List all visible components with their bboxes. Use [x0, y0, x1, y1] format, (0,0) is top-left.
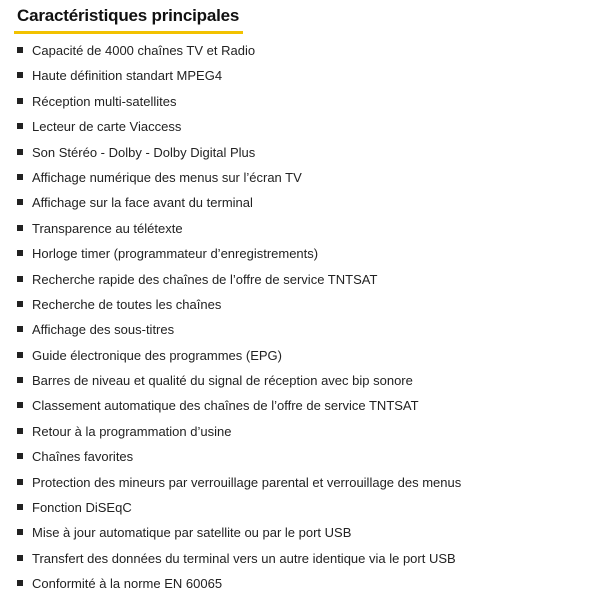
square-bullet-icon	[17, 250, 23, 256]
square-bullet-icon	[17, 377, 23, 383]
list-item	[0, 470, 600, 495]
square-bullet-icon	[17, 352, 23, 358]
feature-label: Affichage des sous-titres	[32, 322, 175, 338]
list-item	[0, 89, 600, 114]
square-bullet-icon	[17, 402, 23, 408]
feature-label: Barres de niveau et qualité du signal de réception avec bip sonore	[32, 373, 413, 389]
list-item	[0, 317, 600, 342]
list-item	[0, 393, 600, 418]
square-bullet-icon	[17, 47, 23, 53]
square-bullet-icon	[17, 225, 23, 231]
feature-label: Guide électronique des programmes (EPG)	[32, 347, 283, 363]
feature-label: Chaînes favorites	[32, 449, 134, 465]
square-bullet-icon	[17, 479, 23, 485]
feature-label: Recherche de toutes les chaînes	[32, 296, 222, 312]
square-bullet-icon	[17, 174, 23, 180]
square-bullet-icon	[17, 72, 23, 78]
feature-label: Capacité de 4000 chaînes TV et Radio	[32, 43, 256, 58]
list-item	[0, 292, 600, 317]
feature-label: Réception multi-satellites	[32, 93, 177, 109]
list-item	[0, 368, 600, 393]
list-item	[0, 520, 600, 545]
feature-label: Affichage numérique des menus sur l’écran TV	[32, 169, 302, 185]
feature-label: Conformité à la norme EN 60065	[32, 576, 223, 592]
list-item	[0, 114, 600, 139]
list-item	[0, 190, 600, 215]
feature-label: Classement automatique des chaînes de l’offre de service TNTSAT	[32, 398, 419, 414]
square-bullet-icon	[17, 199, 23, 205]
feature-label: Retour à la programmation d’usine	[32, 423, 232, 439]
square-bullet-icon	[17, 301, 23, 307]
square-bullet-icon	[17, 580, 23, 586]
list-item	[0, 495, 600, 520]
square-bullet-icon	[17, 529, 23, 535]
feature-label: Transparence au télétexte	[32, 220, 183, 236]
title-underline	[14, 31, 243, 34]
list-item	[0, 165, 600, 190]
list-item	[0, 343, 600, 368]
list-item	[0, 38, 600, 63]
square-bullet-icon	[17, 98, 23, 104]
list-item	[0, 571, 600, 596]
list-item	[0, 267, 600, 292]
square-bullet-icon	[17, 504, 23, 510]
list-item	[0, 140, 600, 165]
list-item	[0, 546, 600, 571]
square-bullet-icon	[17, 123, 23, 129]
feature-label: Transfert des données du terminal vers un autre identique via le port USB	[32, 550, 456, 566]
square-bullet-icon	[17, 326, 23, 332]
list-item	[0, 241, 600, 266]
feature-label: Mise à jour automatique par satellite ou par le port USB	[32, 525, 352, 541]
feature-list	[0, 38, 600, 597]
square-bullet-icon	[17, 149, 23, 155]
feature-label: Haute définition standart MPEG4	[32, 68, 223, 84]
feature-label: Fonction DiSEqC	[32, 500, 132, 516]
square-bullet-icon	[17, 453, 23, 459]
square-bullet-icon	[17, 428, 23, 434]
feature-label: Son Stéréo - Dolby - Dolby Digital Plus	[32, 144, 256, 160]
square-bullet-icon	[17, 555, 23, 561]
list-item	[0, 63, 600, 88]
list-item	[0, 419, 600, 444]
feature-label: Lecteur de carte Viaccess	[32, 119, 182, 135]
page-title: Caractéristiques principales	[17, 6, 240, 25]
square-bullet-icon	[17, 276, 23, 282]
feature-label: Recherche rapide des chaînes de l’offre de service TNTSAT	[32, 271, 378, 287]
list-item	[0, 216, 600, 241]
list-item	[0, 444, 600, 469]
feature-label: Protection des mineurs par verrouillage parental et verrouillage des menus	[32, 474, 462, 490]
feature-label: Affichage sur la face avant du terminal	[32, 195, 253, 211]
feature-label: Horloge timer (programmateur d’enregistrements)	[32, 246, 319, 262]
